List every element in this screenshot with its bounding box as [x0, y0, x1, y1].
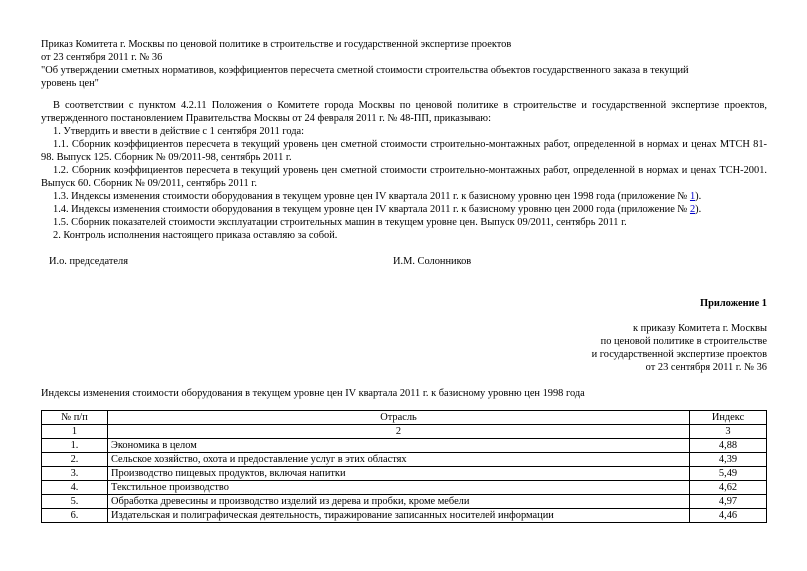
header-number: № п/п: [42, 411, 108, 425]
item-1-3: [41, 190, 767, 203]
table-row: [42, 509, 767, 523]
row-index: 4,88: [690, 439, 767, 453]
signer-name: И.М. Солонников: [393, 256, 472, 267]
numbering-cell: 2: [108, 425, 690, 439]
row-industry: Текстильное производство: [108, 481, 690, 495]
item-1: 1. Утвердить и ввести в действие с 1 сентября 2011 года:: [53, 126, 305, 137]
table-row: [42, 453, 767, 467]
item-1-1: 1.1. Сборник коэффициентов пересчета в текущий уровень цен сметной стоимости строительно-монтажных работ, определенной в нормах и ценах МТСН 81-98. Выпуск 125. Сборник № 09/2011-98, сентябрь 2011 г.: [41, 139, 767, 163]
order-subject: "Об утверждении сметных нормативов, коэффициентов пересчета сметной стоимости строительства объектов государственного заказа в текущий: [41, 65, 689, 76]
signature-block: [41, 255, 767, 268]
item-1-3-text: 1.3. Индексы изменения стоимости оборудования в текущем уровне цен IV квартала 2011 г. к базисному уровню цен 1998 года (приложение №: [53, 191, 690, 202]
item-1-4: [41, 203, 767, 216]
row-industry: Издательская и полиграфическая деятельность, тиражирование записанных носителей информации: [108, 509, 690, 523]
row-industry: Производство пищевых продуктов, включая напитки: [108, 467, 690, 481]
item-1-3-end: ).: [695, 191, 702, 202]
table-row: [42, 495, 767, 509]
order-date: от 23 сентября 2011 г. № 36: [41, 52, 163, 63]
numbering-cell: 3: [690, 425, 767, 439]
row-index: 4,97: [690, 495, 767, 509]
row-industry: Обработка древесины и производство изделий из дерева и пробки, кроме мебели: [108, 495, 690, 509]
row-industry: Сельское хозяйство, охота и предоставление услуг в этих областях: [108, 453, 690, 467]
appendix-ref-line-3: и государственной экспертизе проектов: [591, 349, 767, 360]
row-index: 4,39: [690, 453, 767, 467]
row-number: 3.: [42, 467, 108, 481]
table-row: [42, 439, 767, 453]
appendix-2-link[interactable]: 2: [689, 204, 696, 215]
table-title: Индексы изменения стоимости оборудования в текущем уровне цен IV квартала 2011 г. к базисному уровню цен 1998 года: [41, 388, 585, 399]
item-1-5: 1.5. Сборник показателей стоимости эксплуатации строительных машин в текущем уровне цен. Выпуск 09/2011, сентябрь 2011 г.: [53, 217, 627, 228]
appendix-1-link[interactable]: 1: [689, 191, 696, 202]
row-number: 6.: [42, 509, 108, 523]
header-industry: Отрасль: [108, 411, 690, 425]
table-row: [42, 467, 767, 481]
index-table: [41, 410, 767, 523]
table-row: [42, 481, 767, 495]
item-1-2: 1.2. Сборник коэффициентов пересчета в текущий уровень цен сметной стоимости строительно-монтажных работ, определенной в нормах и ценах ТСН-2001. Выпуск 60. Сборник № 09/2011, сентябрь 2011 г.: [41, 165, 767, 189]
row-number: 5.: [42, 495, 108, 509]
row-number: 4.: [42, 481, 108, 495]
order-subject-cont: уровень цен": [41, 78, 99, 89]
intro-paragraph: В соответствии с пунктом 4.2.11 Положения о Комитете города Москвы по ценовой политике в строительстве и государственной экспертизе проектов, утвержденного постановлением Правительства Москвы от 24 февраля 2011 г. № 48-ПП, приказываю:: [41, 100, 767, 124]
appendix-ref-line-4: от 23 сентября 2011 г. № 36: [645, 362, 767, 373]
item-2: 2. Контроль исполнения настоящего приказа оставляю за собой.: [53, 230, 338, 241]
header-index: Индекс: [690, 411, 767, 425]
order-title: Приказ Комитета г. Москвы по ценовой политике в строительстве и государственной экспертизе проектов: [41, 39, 512, 50]
table-header-row: [42, 411, 767, 425]
table-numbering-row: [42, 425, 767, 439]
document-header: [41, 38, 767, 90]
row-index: 4,62: [690, 481, 767, 495]
row-number: 1.: [42, 439, 108, 453]
row-index: 4,46: [690, 509, 767, 523]
appendix-title: Приложение 1: [699, 298, 767, 309]
document-page: [41, 38, 767, 523]
item-1-4-end: ).: [695, 204, 702, 215]
appendix-ref-line-2: по ценовой политике в строительстве: [600, 336, 767, 347]
row-number: 2.: [42, 453, 108, 467]
row-index: 5,49: [690, 467, 767, 481]
appendix-ref-line-1: к приказу Комитета г. Москвы: [633, 323, 767, 334]
numbering-cell: 1: [42, 425, 108, 439]
signer-role: И.о. председателя: [49, 256, 128, 267]
row-industry: Экономика в целом: [108, 439, 690, 453]
item-1-4-text: 1.4. Индексы изменения стоимости оборудования в текущем уровне цен IV квартала 2011 г. к базисному уровню цен 2000 года (приложение №: [53, 204, 690, 215]
appendix-reference: [41, 322, 767, 374]
